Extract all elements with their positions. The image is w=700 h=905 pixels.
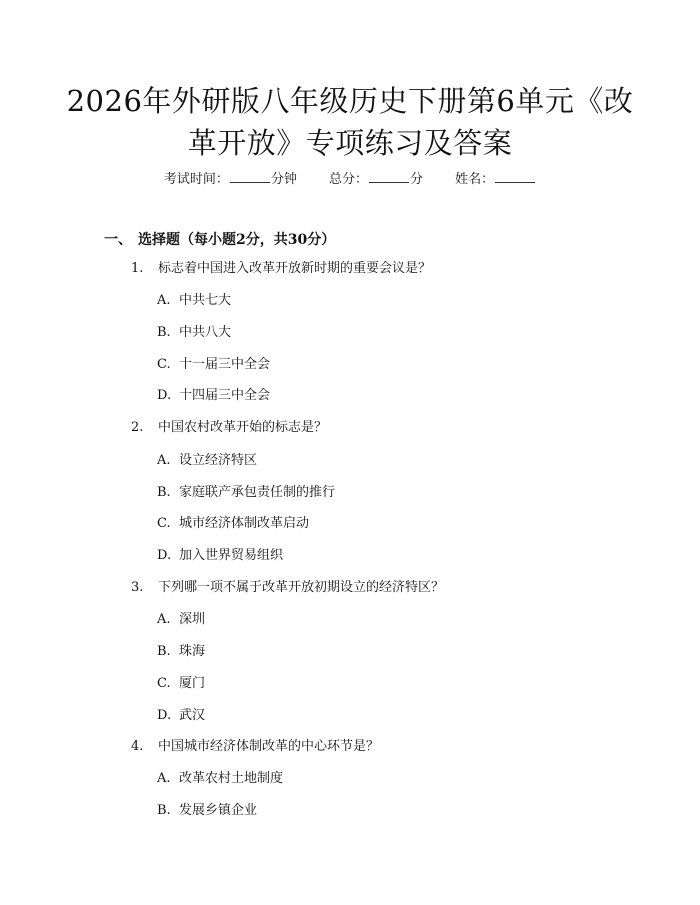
question-1 (131, 259, 431, 279)
question-4-option-a (157, 769, 283, 789)
option-letter: D. (157, 388, 172, 403)
section-number: 一、 (104, 232, 132, 248)
option-text: 中共七大 (179, 293, 232, 308)
exam-time-label: 考试时间： (163, 172, 229, 187)
question-1-option-a (157, 291, 231, 311)
question-1-option-d (157, 386, 270, 406)
option-text: 武汉 (179, 708, 206, 723)
question-3 (131, 578, 444, 598)
question-1-option-c (157, 355, 270, 375)
option-letter: A. (157, 771, 171, 786)
option-letter: A. (157, 612, 171, 627)
option-letter: D. (157, 708, 172, 723)
question-4-option-b (157, 801, 257, 821)
option-text: 中共八大 (179, 325, 232, 340)
option-text: 深圳 (179, 612, 206, 627)
question-1-option-b (157, 323, 231, 343)
option-letter: D. (157, 548, 172, 563)
option-letter: C. (157, 676, 171, 691)
question-4 (131, 737, 379, 757)
title-line-2: 革开放》专项练习及答案 (187, 126, 513, 160)
question-text: 中国农村改革开始的标志是？ (158, 420, 328, 435)
option-text: 改革农村土地制度 (179, 771, 284, 786)
question-3-option-b (157, 642, 205, 662)
option-letter: B. (157, 485, 171, 500)
question-2-option-c (157, 514, 309, 534)
option-text: 珠海 (179, 644, 206, 659)
option-letter: B. (157, 803, 171, 818)
option-text: 十四届三中全会 (179, 388, 271, 403)
question-2-option-a (157, 451, 257, 471)
question-2-option-b (157, 483, 335, 503)
option-letter: A. (157, 293, 171, 308)
question-2 (131, 418, 327, 438)
question-number: 1. (131, 261, 144, 276)
option-letter: B. (157, 644, 171, 659)
option-letter: C. (157, 357, 171, 372)
option-letter: A. (157, 453, 171, 468)
section-title: 选择题（每小题2分，共30分） (138, 232, 336, 248)
option-text: 加入世界贸易组织 (179, 548, 284, 563)
option-letter: C. (157, 516, 171, 531)
option-text: 厦门 (179, 676, 206, 691)
question-3-option-c (157, 674, 205, 694)
question-3-option-d (157, 706, 205, 726)
title-line-1: 2026年外研版八年级历史下册第6单元《改 (66, 84, 634, 118)
option-text: 设立经济特区 (179, 453, 258, 468)
question-number: 4. (131, 739, 144, 754)
option-letter: B. (157, 325, 171, 340)
question-3-option-a (157, 610, 205, 630)
option-text: 城市经济体制改革启动 (179, 516, 310, 531)
total-score-unit: 分 (410, 172, 424, 187)
question-text: 中国城市经济体制改革的中心环节是？ (158, 739, 380, 754)
option-text: 十一届三中全会 (179, 357, 271, 372)
total-score-label: 总分： (328, 172, 368, 187)
option-text: 发展乡镇企业 (179, 803, 258, 818)
question-2-option-d (157, 546, 283, 566)
option-text: 家庭联产承包责任制的推行 (179, 485, 336, 500)
question-text: 标志着中国进入改革开放新时期的重要会议是？ (158, 261, 432, 276)
exam-time-unit: 分钟 (270, 172, 297, 187)
question-text: 下列哪一项不属于改革开放初期设立的经济特区？ (158, 580, 445, 595)
question-number: 2. (131, 420, 144, 435)
name-label: 姓名： (455, 172, 495, 187)
question-number: 3. (131, 580, 144, 595)
